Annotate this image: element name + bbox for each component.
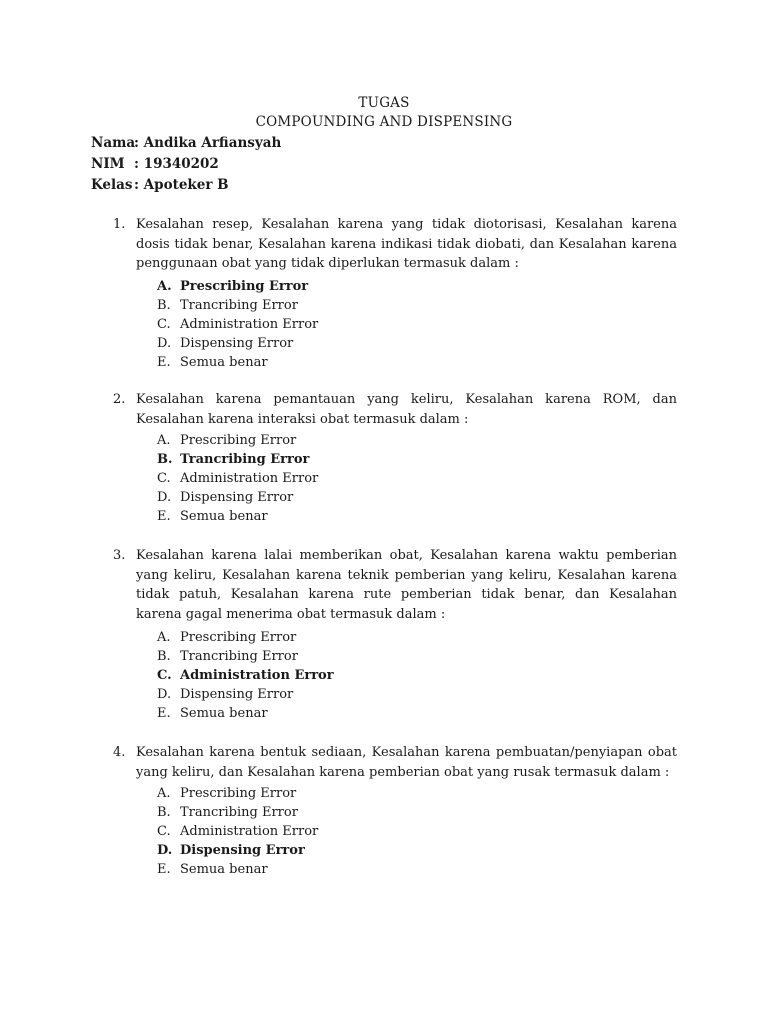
option-e	[157, 704, 334, 723]
student-name-row	[91, 135, 281, 151]
option-letter: A.	[157, 279, 172, 294]
option-c	[157, 822, 318, 841]
option-letter: D.	[157, 336, 172, 351]
option-letter: B.	[157, 649, 171, 664]
option-text: Dispensing Error	[180, 843, 305, 858]
question-text: Kesalahan karena lalai memberikan obat, Kesalahan karena waktu pemberian yang keliru, Kesalahan karena teknik pemberian yang keliru, Kesalahan karena tidak patuh, Kesalahan karena rute pemberian tidak benar, dan Kesalahan karena gagal menerima obat termasuk dalam :	[136, 548, 677, 622]
option-text: Semua benar	[180, 509, 268, 524]
option-text: Administration Error	[180, 824, 319, 839]
option-text: Semua benar	[180, 355, 268, 370]
option-a	[157, 431, 318, 450]
option-a	[157, 628, 334, 647]
option-letter: B.	[157, 452, 173, 467]
option-d	[157, 685, 334, 704]
option-b	[157, 296, 318, 315]
option-d	[157, 334, 318, 353]
option-list	[157, 431, 318, 526]
question-text: Kesalahan resep, Kesalahan karena yang tidak diotorisasi, Kesalahan karena dosis tidak benar, Kesalahan karena indikasi tidak diobati, dan Kesalahan karena penggunaan obat yang tidak diperlukan termasuk dalam :	[136, 217, 677, 271]
option-letter: C.	[157, 471, 171, 486]
question-text: Kesalahan karena pemantauan yang keliru, Kesalahan karena ROM, dan Kesalahan karena interaksi obat termasuk dalam :	[136, 392, 677, 427]
student-nim-label: NIM	[91, 156, 125, 172]
option-list	[157, 277, 318, 372]
option-letter: E.	[157, 509, 171, 524]
option-letter: B.	[157, 805, 171, 820]
option-text: Prescribing Error	[180, 279, 309, 294]
question-number: 2.	[113, 392, 126, 407]
option-c	[157, 469, 318, 488]
student-class-label: Kelas	[91, 177, 133, 193]
option-b	[157, 647, 334, 666]
option-letter: C.	[157, 824, 171, 839]
option-letter: A.	[157, 786, 171, 801]
option-text: Administration Error	[180, 471, 319, 486]
option-list	[157, 628, 334, 723]
option-letter: E.	[157, 706, 171, 721]
option-text: Trancribing Error	[180, 805, 298, 820]
student-class-row	[91, 177, 229, 193]
document-title: TUGAS	[358, 95, 410, 111]
option-d	[157, 841, 318, 860]
option-e	[157, 507, 318, 526]
option-letter: B.	[157, 298, 171, 313]
option-letter: C.	[157, 317, 171, 332]
option-d	[157, 488, 318, 507]
student-name-value: : Andika Arfiansyah	[134, 135, 282, 151]
option-letter: A.	[157, 630, 171, 645]
question-text: Kesalahan karena bentuk sediaan, Kesalahan karena pembuatan/penyiapan obat yang keliru, dan Kesalahan karena pemberian obat yang rusak termasuk dalam :	[136, 745, 677, 780]
option-e	[157, 353, 318, 372]
option-c	[157, 666, 334, 685]
student-name-label: Nama	[91, 135, 136, 151]
option-text: Prescribing Error	[180, 433, 297, 448]
document-subtitle: COMPOUNDING AND DISPENSING	[255, 114, 513, 130]
option-text: Administration Error	[180, 668, 334, 683]
option-a	[157, 784, 318, 803]
option-letter: E.	[157, 862, 171, 877]
question-number: 3.	[113, 548, 126, 563]
option-text: Trancribing Error	[180, 649, 298, 664]
student-nim-row	[91, 156, 219, 172]
option-b	[157, 803, 318, 822]
option-letter: A.	[157, 433, 171, 448]
option-text: Dispensing Error	[180, 336, 294, 351]
option-letter: D.	[157, 843, 173, 858]
option-text: Dispensing Error	[180, 490, 294, 505]
option-text: Semua benar	[180, 862, 268, 877]
option-letter: C.	[157, 668, 172, 683]
option-list	[157, 784, 318, 879]
option-text: Trancribing Error	[180, 452, 310, 467]
option-letter: D.	[157, 490, 172, 505]
option-e	[157, 860, 318, 879]
option-text: Prescribing Error	[180, 630, 297, 645]
option-b	[157, 450, 318, 469]
option-text: Prescribing Error	[180, 786, 297, 801]
option-text: Trancribing Error	[180, 298, 298, 313]
student-nim-value: : 19340202	[134, 156, 219, 172]
option-letter: E.	[157, 355, 171, 370]
student-class-value: : Apoteker B	[134, 177, 229, 193]
option-letter: D.	[157, 687, 172, 702]
option-a	[157, 277, 318, 296]
option-text: Administration Error	[180, 317, 319, 332]
option-text: Dispensing Error	[180, 687, 294, 702]
question-number: 1.	[113, 217, 126, 232]
option-text: Semua benar	[180, 706, 268, 721]
option-c	[157, 315, 318, 334]
question-number: 4.	[113, 745, 126, 760]
